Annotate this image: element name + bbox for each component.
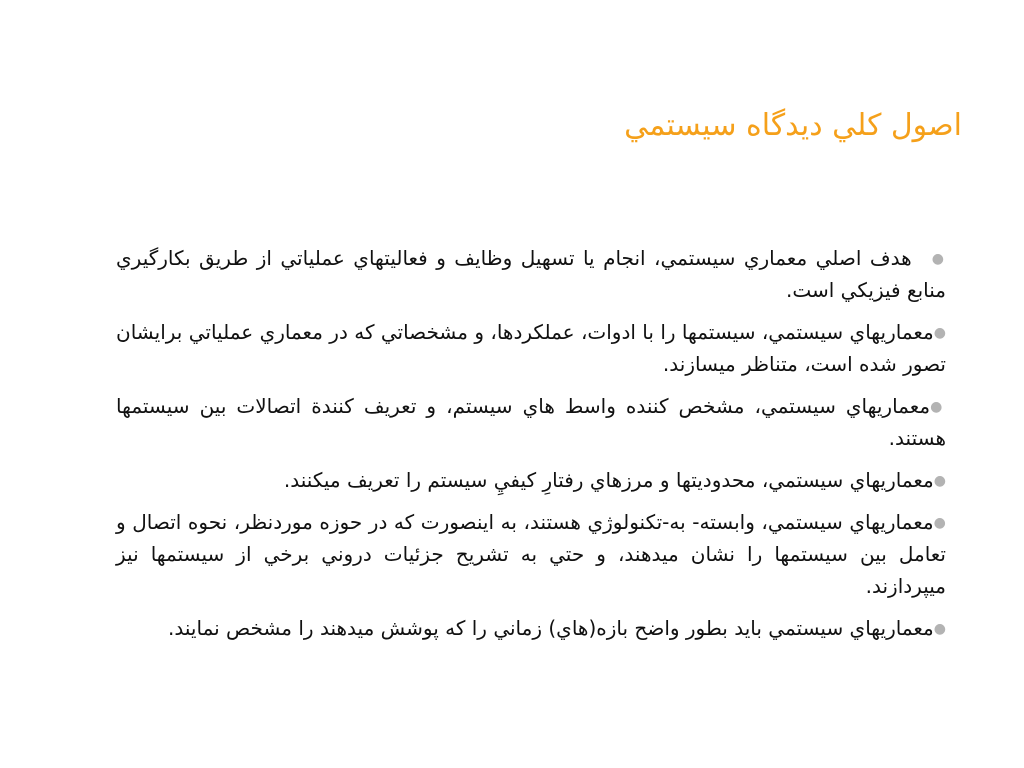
bullet-icon: ● bbox=[933, 621, 946, 637]
bullet-icon: ● bbox=[931, 251, 946, 267]
bullet-item bbox=[116, 612, 946, 644]
bullet-icon: ● bbox=[933, 515, 946, 531]
slide-title: اصول كلي ديدگاه سيستمي bbox=[624, 108, 962, 143]
bullet-text: معماريهاي سيستمي، سيستمها را با ادوات، عملكردها، و مشخصاتي كه در معماري عملياتي برايشان تصور شده است، متناظر ميسازند. bbox=[116, 320, 946, 376]
bullet-text: هدف اصلي معماري سيستمي، انجام يا تسهيل وظايف و فعاليتهاي عملياتي از طريق بكارگيري منابع فيزيكي است. bbox=[116, 246, 946, 302]
bullet-item bbox=[116, 390, 946, 454]
bullet-item bbox=[116, 316, 946, 380]
bullet-text: معماريهاي سيستمي بايد بطور واضح بازه(هاي) زماني را كه پوشش ميدهند را مشخص نمايند. bbox=[168, 616, 934, 640]
bullet-item bbox=[116, 506, 946, 602]
bullet-icon: ● bbox=[930, 399, 947, 415]
bullet-text: معماريهاي سيستمي، وابسته- به-تكنولوژي هستند، به اينصورت كه در حوزه موردنظر، نحوه اتصال و تعامل بين سيستمها را نشان ميدهند، و حتي به تشريح جزئيات دروني برخي از سيستمها نيز ميپردازند. bbox=[116, 510, 946, 598]
bullet-icon: ● bbox=[933, 473, 946, 489]
bullet-item bbox=[116, 242, 946, 306]
bullet-list bbox=[116, 242, 946, 654]
bullet-icon: ● bbox=[933, 325, 946, 341]
bullet-text: معماريهاي سيستمي، مشخص كننده واسط هاي سيستم، و تعريف كنندة اتصالات بين سيستمها هستند. bbox=[116, 394, 946, 450]
bullet-item bbox=[116, 464, 946, 496]
bullet-text: معماريهاي سيستمي، محدوديتها و مرزهاي رفتارِ كيفيِ سيستم را تعريف ميكنند. bbox=[283, 468, 934, 492]
